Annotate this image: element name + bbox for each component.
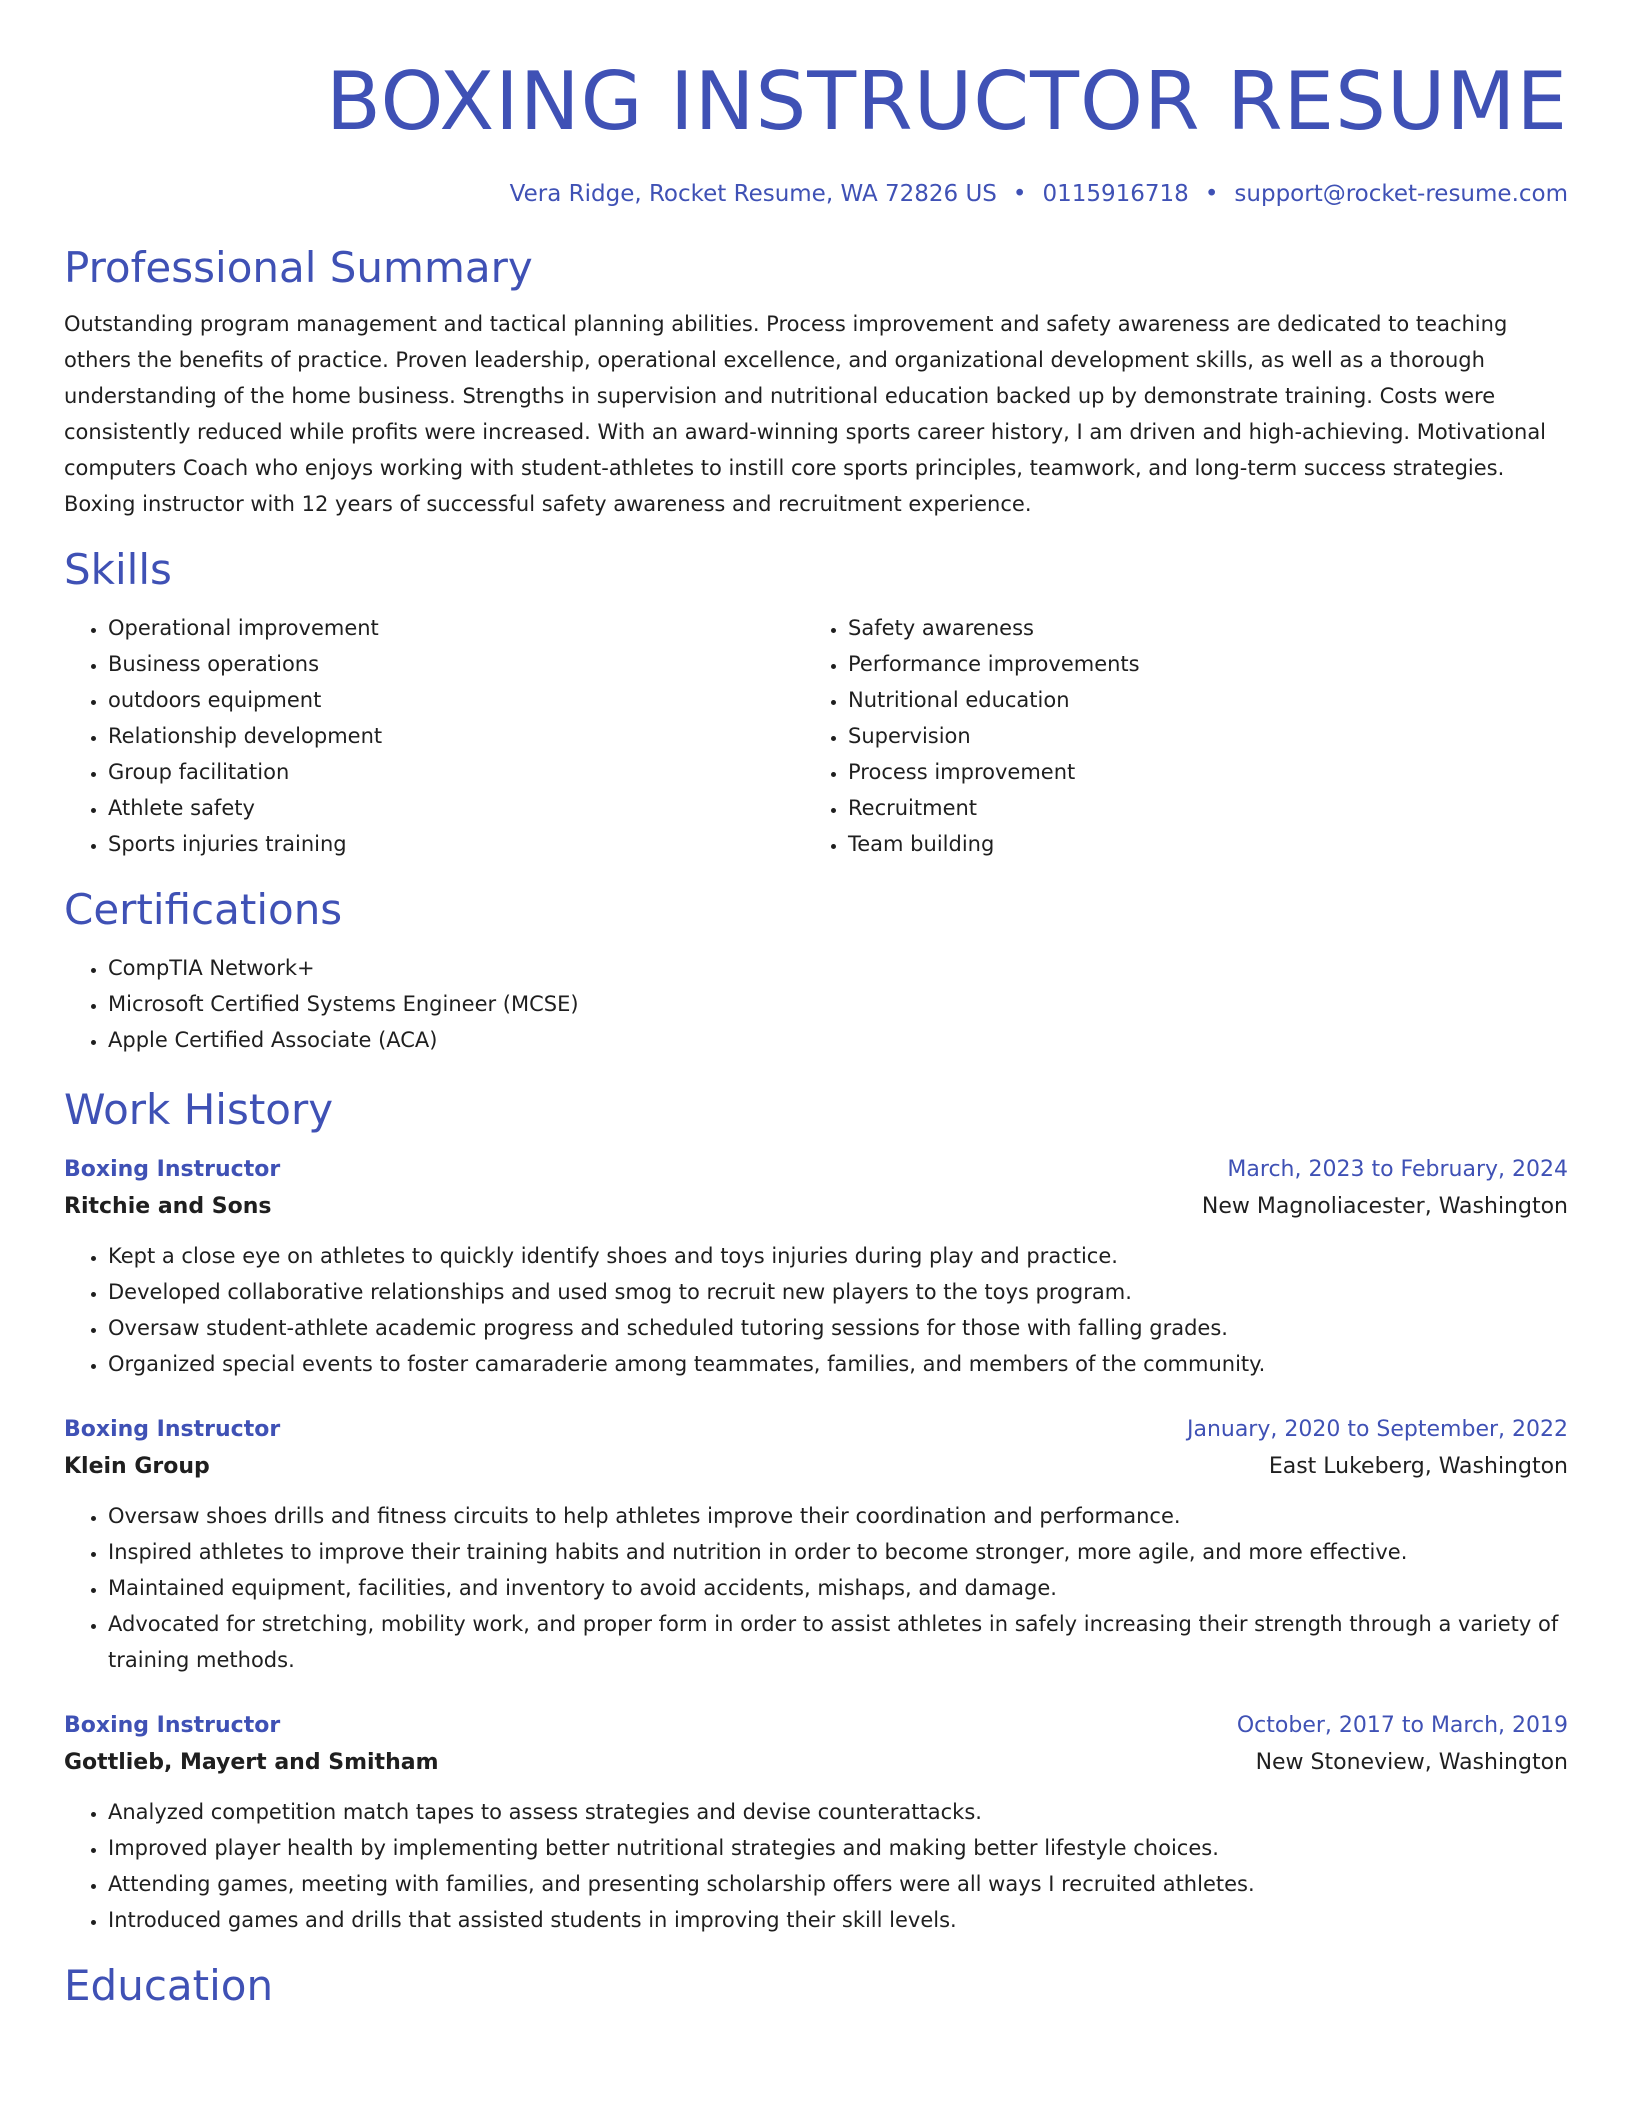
- education-section: [64, 1960, 1568, 2012]
- skills-columns: [64, 610, 1568, 862]
- skill-item: • Safety awareness: [848, 610, 1544, 646]
- job-company: Ritchie and Sons: [64, 1194, 272, 1219]
- contact-separator: •: [1012, 181, 1027, 207]
- work-history-section: [64, 1084, 1568, 1938]
- skill-item: • Athlete safety: [108, 790, 804, 826]
- certifications-section: [64, 884, 1568, 1058]
- job-title: Boxing Instructor: [64, 1157, 281, 1182]
- skill-item: • Process improvement: [848, 754, 1544, 790]
- skills-section: [64, 544, 1568, 862]
- job-bullet: • Analyzed competition match tapes to assess strategies and devise counterattacks.: [108, 1794, 1568, 1830]
- job-entry: [64, 1412, 1568, 1678]
- job-dates: October, 2017 to March, 2019: [1236, 1713, 1568, 1738]
- contact-email[interactable]: support@rocket-resume.com: [1234, 181, 1568, 207]
- job-location: New Magnoliacester, Washington: [1201, 1194, 1568, 1219]
- job-company: Gottlieb, Mayert and Smitham: [64, 1750, 439, 1775]
- skill-item: • Relationship development: [108, 718, 804, 754]
- contact-address: Vera Ridge, Rocket Resume, WA 72826 US: [509, 181, 997, 207]
- job-bullet: • Developed collaborative relationships and used smog to recruit new players to the toys program.: [108, 1274, 1568, 1310]
- job-entry: [64, 1152, 1568, 1382]
- resume-title: BOXING INSTRUCTOR RESUME: [326, 55, 1568, 148]
- skill-item: • Team building: [848, 826, 1544, 862]
- contact-phone: 0115916718: [1042, 181, 1189, 207]
- summary-text: Outstanding program management and tactical planning abilities. Process improvement and safety awareness are dedicated to teaching others the benefits of practice. Proven leadership, operational excellence, and organizational development skills, as well as a thorough understanding of the home business. Strengths in supervision and nutritional education backed up by demonstrate training. Costs were consistently reduced while profits were increased. With an award-winning sports career history, I am driven and high-achieving. Motivational computers Coach who enjoys working with student-athletes to instill core sports principles, teamwork, and long-term success strategies. Boxing instructor with 12 years of successful safety awareness and recruitment experience.: [64, 312, 1547, 516]
- skill-item: • Nutritional education: [848, 682, 1544, 718]
- job-bullet: • Inspired athletes to improve their training habits and nutrition in order to become stronger, more agile, and more effective.: [108, 1534, 1568, 1570]
- job-company: Klein Group: [64, 1454, 210, 1479]
- skill-item: • Group facilitation: [108, 754, 804, 790]
- resume-header: [64, 0, 1568, 210]
- certifications-heading: Certifications: [64, 885, 343, 934]
- job-bullet: • Oversaw student-athlete academic progress and scheduled tutoring sessions for those with falling grades.: [108, 1310, 1568, 1346]
- job-bullet: • Oversaw shoes drills and fitness circuits to help athletes improve their coordination and performance.: [108, 1498, 1568, 1534]
- job-location: New Stoneview, Washington: [1255, 1750, 1568, 1775]
- job-title: Boxing Instructor: [64, 1417, 281, 1442]
- skill-item: • Operational improvement: [108, 610, 804, 646]
- certification-item: • CompTIA Network+: [108, 950, 1568, 986]
- job-bullet: • Organized special events to foster camaraderie among teammates, families, and members of the community.: [108, 1346, 1568, 1382]
- skill-item: • Performance improvements: [848, 646, 1544, 682]
- job-bullet: • Improved player health by implementing better nutritional strategies and making better lifestyle choices.: [108, 1830, 1568, 1866]
- job-location: East Lukeberg, Washington: [1268, 1454, 1568, 1479]
- job-bullet: • Kept a close eye on athletes to quickly identify shoes and toys injuries during play and practice.: [108, 1238, 1568, 1274]
- job-dates: January, 2020 to September, 2022: [1186, 1417, 1568, 1442]
- contact-line: [64, 178, 1568, 210]
- certification-item: • Microsoft Certified Systems Engineer (MCSE): [108, 986, 1568, 1022]
- job-title: Boxing Instructor: [64, 1713, 281, 1738]
- skill-item: • Supervision: [848, 718, 1544, 754]
- skills-column-right: [804, 610, 1544, 862]
- skills-heading: Skills: [64, 545, 172, 594]
- work-history-heading: Work History: [64, 1085, 334, 1134]
- skill-item: • Recruitment: [848, 790, 1544, 826]
- job-dates: March, 2023 to February, 2024: [1227, 1157, 1568, 1182]
- job-bullet: • Attending games, meeting with families, and presenting scholarship offers were all ways I recruited athletes.: [108, 1866, 1568, 1902]
- job-entry: [64, 1708, 1568, 1938]
- certification-item: • Apple Certified Associate (ACA): [108, 1022, 1568, 1058]
- job-bullet: • Advocated for stretching, mobility work, and proper form in order to assist athletes in safely increasing their strength through a variety of training methods.: [108, 1606, 1568, 1678]
- skills-column-left: [64, 610, 804, 862]
- skill-item: • outdoors equipment: [108, 682, 804, 718]
- job-bullet: • Introduced games and drills that assisted students in improving their skill levels.: [108, 1902, 1568, 1938]
- job-bullet: • Maintained equipment, facilities, and inventory to avoid accidents, mishaps, and damage.: [108, 1570, 1568, 1606]
- skill-item: • Sports injuries training: [108, 826, 804, 862]
- summary-section: [64, 242, 1568, 522]
- contact-separator: •: [1204, 181, 1219, 207]
- education-heading: Education: [64, 1961, 274, 2010]
- skill-item: • Business operations: [108, 646, 804, 682]
- summary-heading: Professional Summary: [64, 243, 533, 292]
